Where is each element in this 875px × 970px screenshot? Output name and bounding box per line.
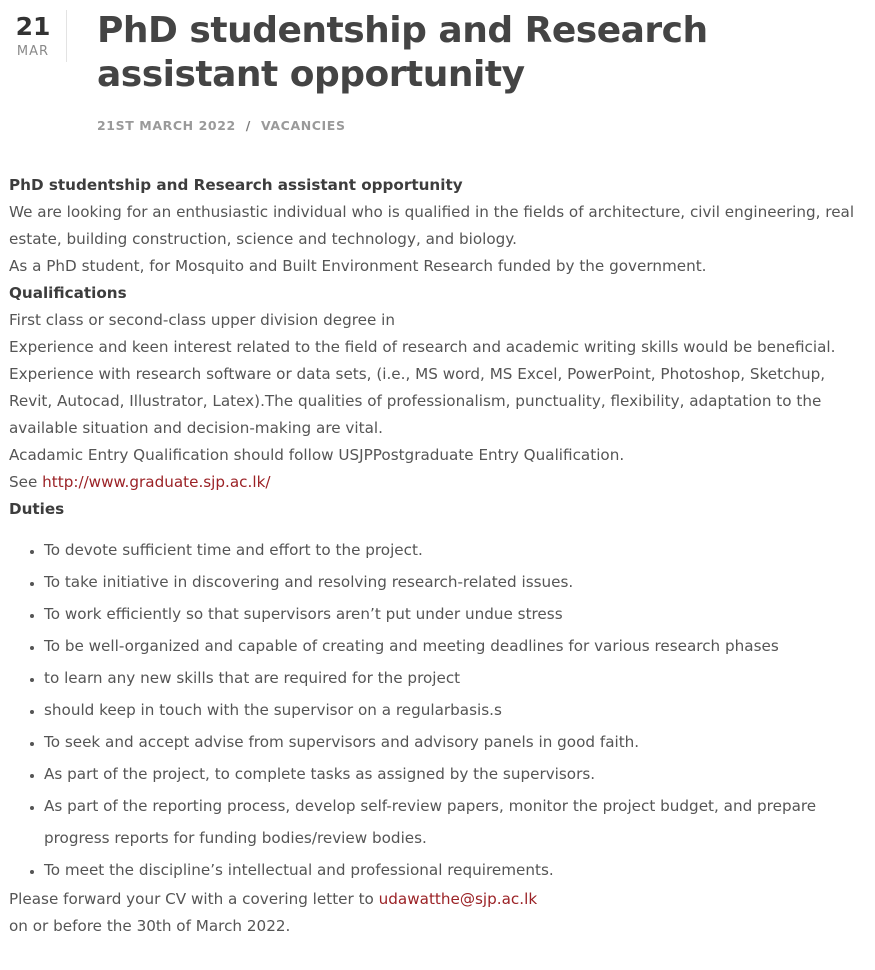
forward-cv-line: [9, 886, 859, 913]
post-meta: [97, 118, 346, 133]
qualifications-heading: Qualifications: [9, 284, 127, 302]
post-meta-separator: /: [245, 118, 251, 133]
list-item: • should keep in touch with the supervisor on a regularbasis.s: [44, 694, 859, 726]
post-category-link[interactable]: VACANCIES: [260, 118, 346, 133]
duties-heading: Duties: [9, 500, 65, 518]
post-title: PhD studentship and Research assistant opportunity: [97, 10, 708, 95]
list-item: • To work efficiently so that supervisors aren’t put under undue stress: [44, 598, 859, 630]
post-meta-date: 21ST MARCH 2022: [97, 118, 236, 133]
qualification-experience: Experience and keen interest related to the field of research and academic writing skills would be beneficial.: [9, 338, 836, 356]
forward-prefix: Please forward your CV with a covering letter to: [9, 890, 379, 908]
qualification-entry: Acadamic Entry Qualification should follow USJPPostgraduate Entry Qualification.: [9, 446, 625, 464]
post-content: [9, 172, 859, 940]
post-date-badge: [0, 10, 67, 62]
list-item: • As part of the project, to complete tasks as assigned by the supervisors.: [44, 758, 859, 790]
qualification-degree: First class or second-class upper division degree in: [9, 311, 396, 329]
post-date-day: 21: [15, 12, 51, 41]
list-item: • to learn any new skills that are required for the project: [44, 662, 859, 694]
list-item: • As part of the reporting process, develop self-review papers, monitor the project budget, and prepare progress reports for funding bodies/review bodies.: [44, 790, 859, 854]
see-prefix: See: [9, 473, 43, 491]
intro-paragraph-2: As a PhD student, for Mosquito and Built Environment Research funded by the government.: [9, 257, 707, 275]
qualification-software: Experience with research software or data sets, (i.e., MS word, MS Excel, PowerPoint, Photoshop, Sketchup, Revit, Autocad, Illustrator, Latex).The qualities of professionalism, punctuality, flexibility, adaptation to the available situation and decision-making are vital.: [9, 365, 826, 437]
list-item: • To meet the discipline’s intellectual and professional requirements.: [44, 854, 859, 886]
content-heading: PhD studentship and Research assistant opportunity: [9, 176, 463, 194]
list-item: • To devote sufficient time and effort to the project.: [44, 534, 859, 566]
graduate-site-link[interactable]: http://www.graduate.sjp.ac.lk/: [42, 473, 271, 491]
deadline-text: on or before the 30th of March 2022.: [9, 917, 291, 935]
see-link-line: [9, 469, 859, 496]
duties-list: [9, 534, 859, 886]
email-link[interactable]: udawatthe@sjp.ac.lk: [378, 890, 538, 908]
list-item: • To be well-organized and capable of creating and meeting deadlines for various research phases: [44, 630, 859, 662]
intro-paragraph-1: We are looking for an enthusiastic individual who is qualified in the fields of architecture, civil engineering, real estate, building construction, science and technology, and biology.: [9, 203, 855, 248]
list-item: • To take initiative in discovering and resolving research-related issues.: [44, 566, 859, 598]
post-date-month: MAR: [16, 44, 50, 59]
list-item: • To seek and accept advise from supervisors and advisory panels in good faith.: [44, 726, 859, 758]
